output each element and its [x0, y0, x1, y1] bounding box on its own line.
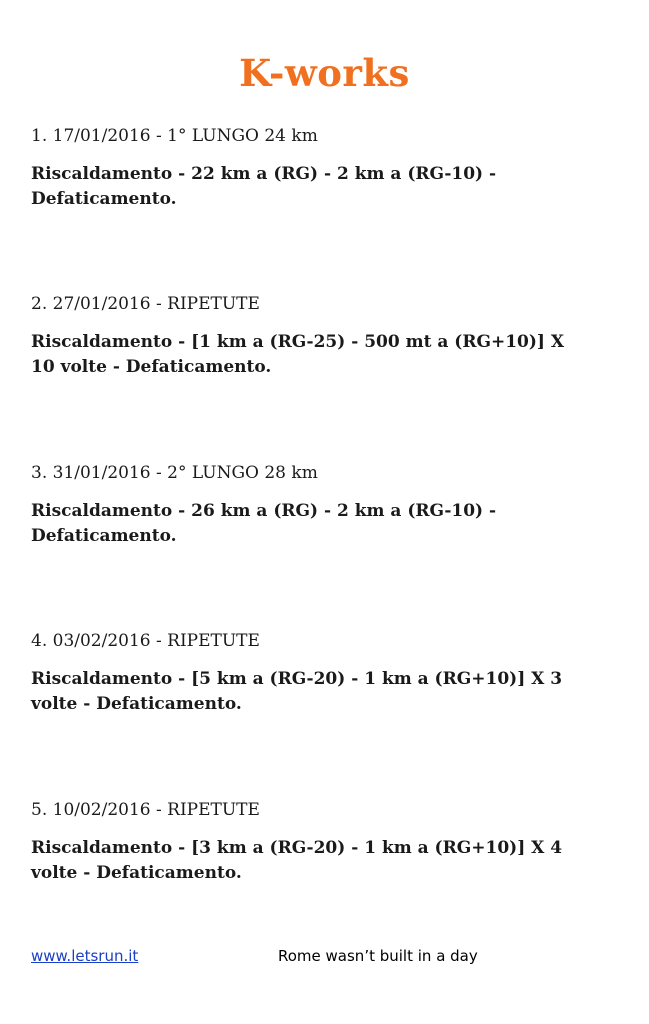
workout-description	[31, 836, 631, 886]
workout-heading: 4. 03/02/2016 - RIPETUTE	[31, 631, 260, 651]
workout-description-line: 10 volte - Defaticamento.	[31, 357, 272, 377]
workout-description-line: Defaticamento.	[31, 526, 177, 546]
workout-description-line: Riscaldamento - 22 km a (RG) - 2 km a (RG-10) -	[31, 164, 497, 184]
workout-description	[31, 162, 631, 212]
workout-entry-5	[31, 798, 631, 883]
workout-description-line: Riscaldamento - 26 km a (RG) - 2 km a (RG-10) -	[31, 501, 497, 521]
footer-motto: Rome wasn’t built in a day	[278, 947, 478, 965]
workout-entry-1	[31, 124, 631, 209]
workout-description-line: Defaticamento.	[31, 189, 177, 209]
document-title: K-works	[239, 51, 410, 95]
workout-description-line: volte - Defaticamento.	[31, 694, 242, 714]
workout-heading: 1. 17/01/2016 - 1° LUNGO 24 km	[31, 126, 318, 146]
workout-heading: 3. 31/01/2016 - 2° LUNGO 28 km	[31, 463, 318, 483]
workout-description-line: Riscaldamento - [1 km a (RG-25) - 500 mt a (RG+10)] X	[31, 332, 565, 352]
workout-description-line: Riscaldamento - [3 km a (RG-20) - 1 km a (RG+10)] X 4	[31, 838, 563, 858]
workout-heading: 2. 27/01/2016 - RIPETUTE	[31, 294, 260, 314]
workout-description	[31, 330, 631, 380]
workout-description	[31, 667, 631, 717]
workout-entry-4	[31, 629, 631, 714]
website-link[interactable]: www.letsrun.it	[31, 947, 139, 965]
workout-entry-2	[31, 292, 631, 377]
workout-entry-3	[31, 461, 631, 546]
workout-description-line: Riscaldamento - [5 km a (RG-20) - 1 km a (RG+10)] X 3	[31, 669, 563, 689]
workout-description	[31, 499, 631, 549]
workout-heading: 5. 10/02/2016 - RIPETUTE	[31, 800, 260, 820]
workout-description-line: volte - Defaticamento.	[31, 863, 242, 883]
